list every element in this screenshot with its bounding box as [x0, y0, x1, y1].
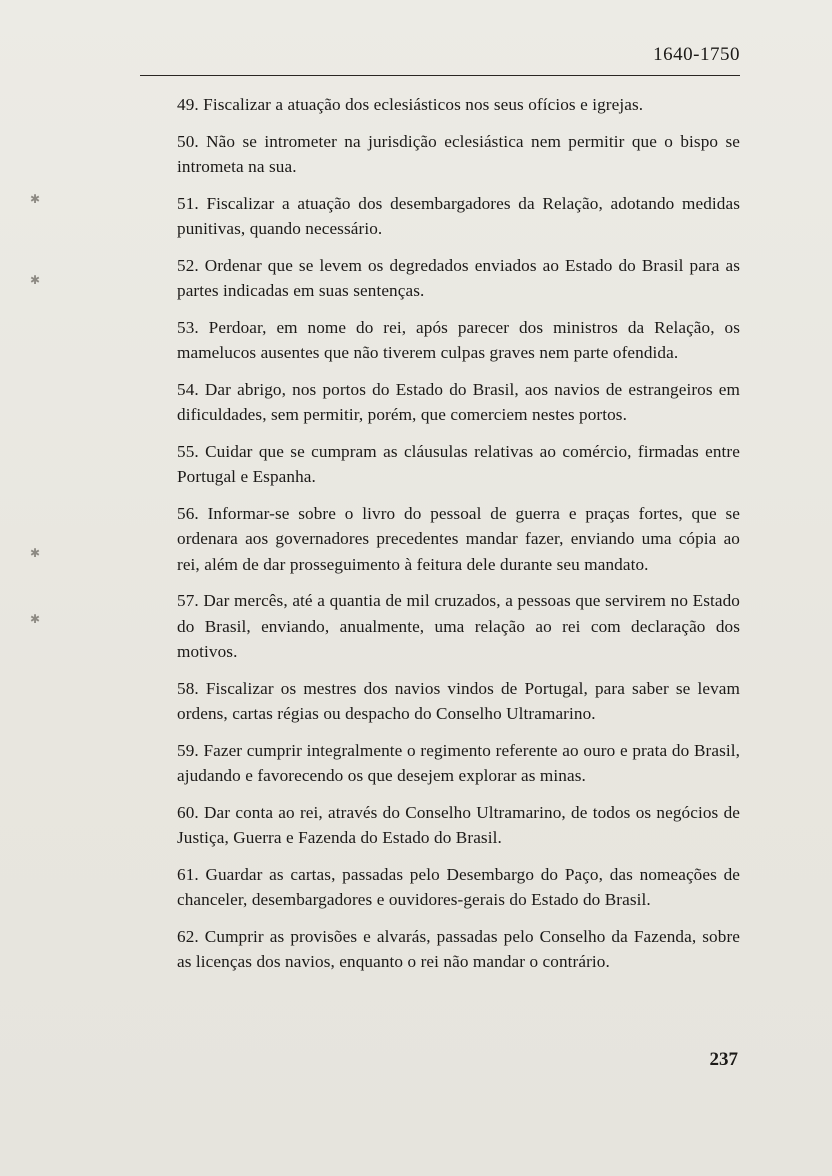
- list-item: 57. Dar mercês, até a quantia de mil cruzados, a pessoas que servirem no Estado do Brasil, enviando, anualmente, uma relação ao rei com declaração dos motivos.: [177, 591, 740, 661]
- list-item: 59. Fazer cumprir integralmente o regimento referente ao ouro e prata do Brasil, ajudando e favorecendo os que desejem explorar as minas.: [177, 740, 740, 785]
- list-item: 54. Dar abrigo, nos portos do Estado do Brasil, aos navios de estrangeiros em dificuldades, sem permitir, porém, que comerciem nestes portos.: [177, 379, 740, 424]
- header-rule: [140, 75, 740, 76]
- list-item: 58. Fiscalizar os mestres dos navios vindos de Portugal, para saber se levam ordens, cartas régias ou despacho do Conselho Ultramarino.: [177, 678, 740, 723]
- margin-mark: ✱: [30, 546, 41, 560]
- list-item: 56. Informar-se sobre o livro do pessoal de guerra e praças fortes, que se ordenara aos governadores precedentes mandar fazer, enviando uma cópia ao rei, além de dar prosseguimento à feitura dele durante seu mandato.: [177, 503, 740, 574]
- margin-mark: ✱: [30, 273, 41, 287]
- margin-mark: ✱: [30, 192, 41, 206]
- list-item: 62. Cumprir as provisões e alvarás, passadas pelo Conselho da Fazenda, sobre as licenças dos navios, enquanto o rei não mandar o contrário.: [177, 926, 740, 971]
- list-item: 53. Perdoar, em nome do rei, após parecer dos ministros da Relação, os mamelucos ausentes que não tiverem culpas graves nem parte ofendida.: [177, 317, 740, 362]
- list-item: 49. Fiscalizar a atuação dos eclesiásticos nos seus ofícios e igrejas.: [177, 95, 644, 114]
- margin-mark: ✱: [30, 612, 41, 626]
- page-number: 237: [709, 1049, 738, 1070]
- list-item: 51. Fiscalizar a atuação dos desembargadores da Relação, adotando medidas punitivas, quando necessário.: [177, 193, 740, 238]
- list-item: 52. Ordenar que se levem os degredados enviados ao Estado do Brasil para as partes indicadas em suas sentenças.: [177, 255, 740, 300]
- list-item: 60. Dar conta ao rei, através do Conselho Ultramarino, de todos os negócios de Justiça, Guerra e Fazenda do Estado do Brasil.: [177, 802, 740, 847]
- list-item: 55. Cuidar que se cumpram as cláusulas relativas ao comércio, firmadas entre Portugal e Espanha.: [177, 441, 740, 486]
- running-head: 1640-1750: [653, 44, 740, 65]
- list-item: 61. Guardar as cartas, passadas pelo Desembargo do Paço, das nomeações de chanceler, desembargadores e ouvidores-gerais do Estado do Brasil.: [177, 864, 740, 909]
- regimento-list: [177, 92, 740, 986]
- list-item: 50. Não se intrometer na jurisdição eclesiástica nem permitir que o bispo se intrometa na sua.: [177, 131, 740, 176]
